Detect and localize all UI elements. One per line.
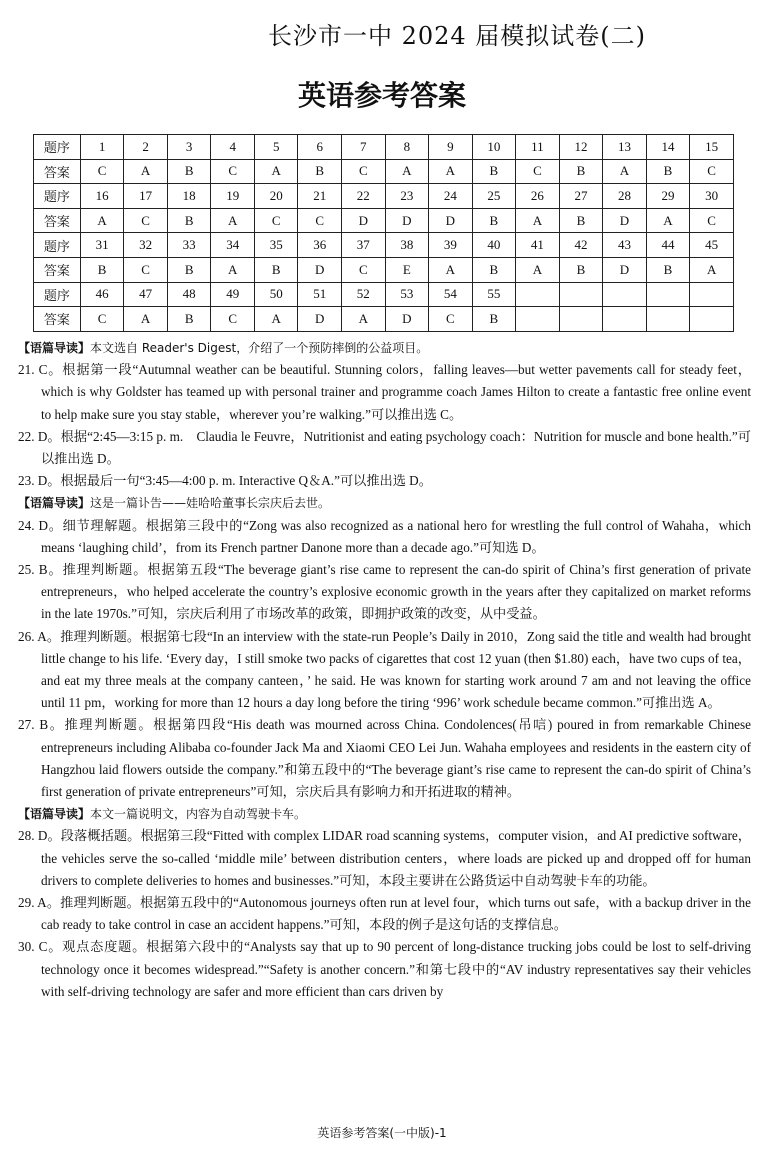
question-number-cell: 35	[254, 233, 298, 258]
answer-cell: B	[559, 208, 603, 233]
row-header: 题序	[34, 184, 81, 209]
answer-cell: E	[385, 257, 429, 282]
question-number-cell: 55	[472, 282, 516, 307]
question-number-cell: 30	[690, 184, 734, 209]
question-number-row	[34, 233, 734, 258]
answer-cell: B	[167, 159, 211, 184]
passage-guide	[18, 492, 751, 514]
question-number-cell: 28	[603, 184, 647, 209]
answer-cell: A	[603, 159, 647, 184]
answer-cell: B	[298, 159, 342, 184]
question-number-cell: 10	[472, 135, 516, 160]
answer-row	[34, 159, 734, 184]
answer-explanations	[18, 337, 751, 1003]
passage-guide	[18, 337, 751, 359]
question-number-cell	[516, 282, 560, 307]
question-number-cell: 37	[342, 233, 386, 258]
question-explanation: 21. C。根据第一段“Autumnal weather can be beautiful. Stunning colors，falling leaves—but wetter pavements call for steady feet，which is why Goldster has teamed up with personal trainer and programme coach James Hilton to create a fantastic free online event to help make sure you stay stable，wherever you’re walking.”可以推出选 C。	[18, 362, 751, 422]
answer-cell: B	[167, 307, 211, 332]
question-number-cell: 8	[385, 135, 429, 160]
answer-cell: D	[342, 208, 386, 233]
guide-text: 本文一篇说明文，内容为自动驾驶卡车。	[90, 807, 307, 822]
question-number-cell: 26	[516, 184, 560, 209]
question-number-row	[34, 184, 734, 209]
guide-label: 【语篇导读】	[18, 496, 91, 511]
answer-cell: D	[429, 208, 473, 233]
question-number-cell: 27	[559, 184, 603, 209]
question-number-cell: 12	[559, 135, 603, 160]
question-number-cell: 44	[646, 233, 690, 258]
question-number-cell: 11	[516, 135, 560, 160]
question-number-cell: 40	[472, 233, 516, 258]
question-number-cell: 20	[254, 184, 298, 209]
question-number-cell: 17	[124, 184, 168, 209]
question-number-cell: 48	[167, 282, 211, 307]
answer-cell: B	[472, 159, 516, 184]
question-explanation: 29. A。推理判断题。根据第五段中的“Autonomous journeys often run at level four，which turns out safe，with a backup driver in the cab ready to take control in case an accident happens.”可知，本段的例子是这句话的支撑信息。	[18, 895, 751, 933]
answer-cell: A	[254, 159, 298, 184]
answer-cell: C	[80, 159, 124, 184]
answer-row	[34, 257, 734, 282]
answer-cell: D	[298, 257, 342, 282]
question-number-cell	[603, 282, 647, 307]
question-number-cell: 38	[385, 233, 429, 258]
answer-cell	[603, 307, 647, 332]
answer-cell: A	[429, 257, 473, 282]
question-number-cell: 4	[211, 135, 255, 160]
row-header: 答案	[34, 307, 81, 332]
question-number-cell: 9	[429, 135, 473, 160]
page-title: 长沙市一中 2024 届模拟试卷(二)	[267, 22, 647, 50]
answer-cell: A	[385, 159, 429, 184]
answer-cell: C	[124, 257, 168, 282]
answer-cell: A	[124, 159, 168, 184]
question-explanation: 28. D。段落概括题。根据第三段“Fitted with complex LIDAR road scanning systems，computer vision，and AI predictive software，the vehicles serve the so-called ‘middle mile’ between distribution centers，where loads are picked up and dropped off for human drivers to complete deliveries to homes and businesses.”可知，本段主要讲在公路货运中自动驾驶卡车的功能。	[18, 828, 751, 888]
question-number-cell: 6	[298, 135, 342, 160]
guide-text: 这是一篇讣告——娃哈哈董事长宗庆后去世。	[90, 496, 331, 511]
question-number-row	[34, 282, 734, 307]
answer-cell: A	[342, 307, 386, 332]
question-number-row	[34, 135, 734, 160]
answer-cell: A	[80, 208, 124, 233]
question-number-cell: 53	[385, 282, 429, 307]
question-number-cell: 25	[472, 184, 516, 209]
row-header: 答案	[34, 208, 81, 233]
answer-cell: A	[690, 257, 734, 282]
row-header: 题序	[34, 233, 81, 258]
question-number-cell: 1	[80, 135, 124, 160]
answer-cell: A	[429, 159, 473, 184]
question-number-cell: 46	[80, 282, 124, 307]
answer-cell: A	[211, 208, 255, 233]
answer-cell: C	[298, 208, 342, 233]
question-explanation: 22. D。根据“2:45—3:15 p. m. Claudia le Feuvre，Nutritionist and eating psychology coach：Nutrition for muscle and bone health.”可以推出选 D。	[18, 428, 751, 467]
answer-cell: C	[80, 307, 124, 332]
question-number-cell: 16	[80, 184, 124, 209]
answer-cell: B	[472, 257, 516, 282]
answer-cell: B	[472, 307, 516, 332]
answer-cell: C	[342, 257, 386, 282]
question-explanation: 30. C。观点态度题。根据第六段中的“Analysts say that up to 90 percent of long-distance trucking jobs could be lost to self-driving technology once it becomes widespread.”“Safety is another concern.”和第七段中的“AV industry representatives say their vehicles with self-driving technology are safer and more efficient than cars driven by	[18, 939, 751, 999]
guide-label: 【语篇导读】	[18, 341, 91, 355]
question-number-cell: 54	[429, 282, 473, 307]
answer-cell: C	[342, 159, 386, 184]
question-number-cell: 13	[603, 135, 647, 160]
question-number-cell: 32	[124, 233, 168, 258]
answer-cell: D	[298, 307, 342, 332]
answer-row	[34, 208, 734, 233]
answer-cell: A	[254, 307, 298, 332]
question-number-cell: 5	[254, 135, 298, 160]
answer-cell	[646, 307, 690, 332]
answer-cell	[516, 307, 560, 332]
answer-cell: C	[429, 307, 473, 332]
question-number-cell: 29	[646, 184, 690, 209]
answer-cell: B	[254, 257, 298, 282]
question-number-cell: 21	[298, 184, 342, 209]
question-number-cell: 2	[124, 135, 168, 160]
question-number-cell: 42	[559, 233, 603, 258]
answer-cell: B	[167, 257, 211, 282]
question-number-cell: 49	[211, 282, 255, 307]
question-number-cell	[646, 282, 690, 307]
guide-text: 本文选自 Reader's Digest，介绍了一个预防摔倒的公益项目。	[90, 341, 429, 355]
row-header: 题序	[34, 135, 81, 160]
answer-table	[33, 134, 734, 332]
answer-cell: B	[472, 208, 516, 233]
question-number-cell: 7	[342, 135, 386, 160]
answer-cell: C	[690, 159, 734, 184]
question-explanation: 26. A。推理判断题。根据第七段“In an interview with the state-run People’s Daily in 2010，Zong said the title and wealth had brought little change to his life. ‘Every day，I still smoke two packs of cigarettes that cost 12 yuan (then $1.80) each，have two cups of tea，and eat my three meals at the company canteen，’ he said. He was known for starting work around 7 am and not leaving the office until 11 pm，working for more than 12 hours a day long before the tiring ‘996’ work schedule became common.”可推出选 A。	[18, 628, 751, 711]
answer-cell: A	[646, 208, 690, 233]
answer-cell	[690, 307, 734, 332]
question-number-cell: 51	[298, 282, 342, 307]
question-number-cell: 31	[80, 233, 124, 258]
question-number-cell: 18	[167, 184, 211, 209]
row-header: 题序	[34, 282, 81, 307]
answer-cell: D	[603, 208, 647, 233]
answer-cell: B	[646, 257, 690, 282]
answer-cell: B	[80, 257, 124, 282]
page-subtitle: 英语参考答案	[297, 79, 466, 112]
question-number-cell: 15	[690, 135, 734, 160]
question-number-cell: 3	[167, 135, 211, 160]
question-number-cell: 47	[124, 282, 168, 307]
question-explanation: 25. B。推理判断题。根据第五段“The beverage giant’s rise came to represent the can-do spirit of China’s first generation of private entrepreneurs，who helped accelerate the country’s explosive economic growth in the years after they capitalized on market reforms in the late 1970s.”可知，宗庆后利用了市场改革的政策，即拥护政策的改变，从中受益。	[18, 562, 751, 622]
answer-cell: A	[211, 257, 255, 282]
answer-cell: D	[385, 307, 429, 332]
answer-cell: B	[646, 159, 690, 184]
question-explanation: 24. D。细节理解题。根据第三段中的“Zong was also recognized as a national hero for wrestling the full control of Wahaha，which means ‘laughing child’，from its French partner Danone more than a decade ago.”可知选 D。	[18, 517, 751, 555]
question-explanation: 23. D。根据最后一句“3:45—4:00 p. m. Interactive Q＆A.”可以推出选 D。	[18, 473, 432, 489]
question-number-cell	[690, 282, 734, 307]
answer-cell: B	[559, 257, 603, 282]
answer-cell: C	[516, 159, 560, 184]
passage-guide	[18, 803, 751, 825]
question-number-cell: 19	[211, 184, 255, 209]
answer-cell: C	[211, 307, 255, 332]
row-header: 答案	[34, 159, 81, 184]
answer-row	[34, 307, 734, 332]
question-number-cell: 39	[429, 233, 473, 258]
question-number-cell: 41	[516, 233, 560, 258]
question-explanation: 27. B。推理判断题。根据第四段“His death was mourned across China. Condolences(吊唁) poured in from remarkable Chinese entrepreneurs including Alibaba co-founder Jack Ma and Xiaomi CEO Lei Jun. Wahaha employees and residents in the eastern city of Hangzhou laid flowers outside the company.”和第五段中的“The beverage giant’s rise came to represent the can-do spirit of China’s first generation of private entrepreneurs”可知，宗庆后具有影响力和开拓进取的精神。	[18, 717, 751, 800]
page-footer: 英语参考答案(一中版)-1	[317, 1126, 447, 1140]
answer-cell	[559, 307, 603, 332]
guide-label: 【语篇导读】	[18, 807, 91, 822]
answer-cell: A	[124, 307, 168, 332]
question-number-cell: 43	[603, 233, 647, 258]
question-number-cell: 14	[646, 135, 690, 160]
question-number-cell: 24	[429, 184, 473, 209]
answer-cell: A	[516, 208, 560, 233]
question-number-cell: 22	[342, 184, 386, 209]
question-number-cell: 23	[385, 184, 429, 209]
answer-cell: C	[211, 159, 255, 184]
question-number-cell: 36	[298, 233, 342, 258]
answer-cell: C	[254, 208, 298, 233]
question-number-cell: 33	[167, 233, 211, 258]
question-number-cell: 45	[690, 233, 734, 258]
question-number-cell: 50	[254, 282, 298, 307]
answer-cell: D	[603, 257, 647, 282]
question-number-cell: 34	[211, 233, 255, 258]
answer-cell: D	[385, 208, 429, 233]
answer-cell: C	[124, 208, 168, 233]
question-number-cell	[559, 282, 603, 307]
answer-cell: C	[690, 208, 734, 233]
answer-cell: B	[167, 208, 211, 233]
row-header: 答案	[34, 257, 81, 282]
answer-cell: A	[516, 257, 560, 282]
question-number-cell: 52	[342, 282, 386, 307]
answer-cell: B	[559, 159, 603, 184]
